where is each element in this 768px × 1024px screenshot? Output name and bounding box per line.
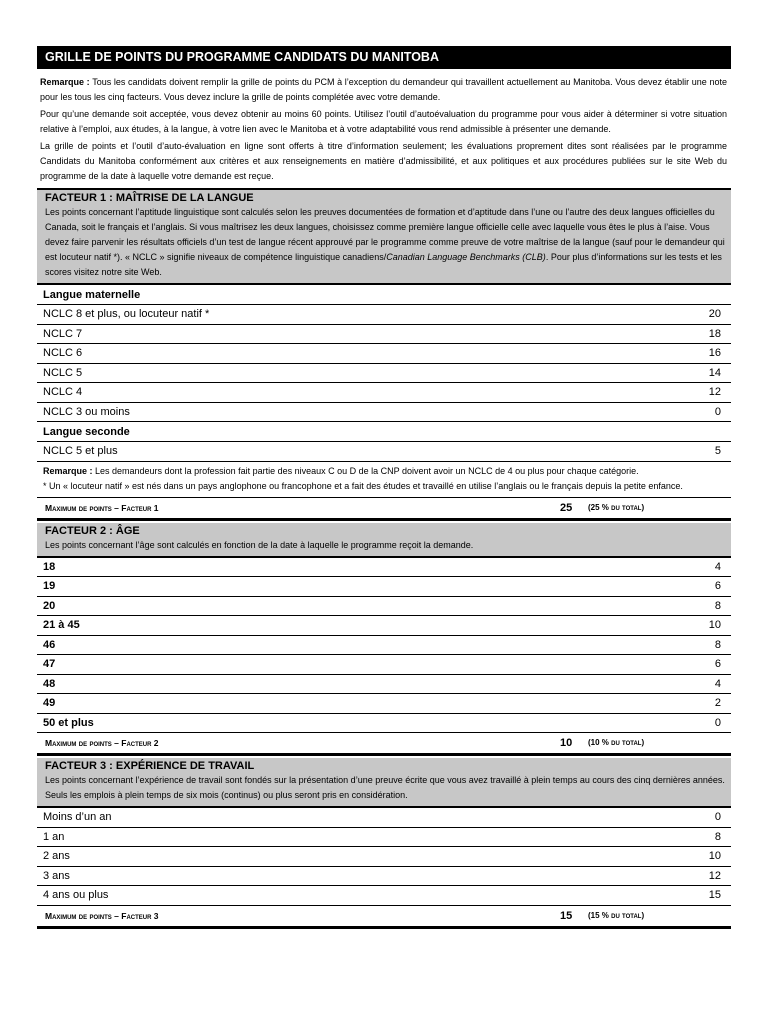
row-label: NCLC 7: [43, 327, 83, 340]
page-title: GRILLE DE POINTS DU PROGRAMME CANDIDATS DU MANITOBA: [37, 46, 731, 69]
points-grid-page: [37, 46, 731, 929]
table-row: [37, 558, 731, 578]
table-row: [37, 714, 731, 734]
table-row: [37, 694, 731, 714]
factor1-title: FACTEUR 1 : MAÎTRISE DE LA LANGUE: [45, 192, 254, 204]
max-value: 10: [560, 737, 573, 749]
table-row: [37, 636, 731, 656]
intro-section: [37, 69, 731, 184]
intro-paragraph-1: [40, 75, 727, 105]
row-points: 12: [708, 386, 721, 399]
row-label: NCLC 5 et plus: [43, 445, 118, 458]
row-points: 0: [714, 405, 721, 418]
factor1-desc-text: Les points concernant l’aptitude linguistique sont calculés selon les preuves documentées de formation et d’aptitude dans l’une ou l’autre des deux langues officielles du Canada, soit le français et l’anglais. Si vous maîtrisez les deux langues, choisissez comme première langue officielle celle avec laquelle vous êtes le plus à l’aise. Vous devez faire parvenir les résultats officiels d’un test de langue récent approuvé par le programme comme preuve de votre maîtrise de la langue (sauf pour le demandeur qui est locuteur natif *). « NCLC » signifie niveaux de compétence linguistique canadiens/: [45, 207, 725, 262]
factor1-desc-italic: Canadian Language Benchmarks (CLB): [386, 252, 546, 262]
factor3-maximum: [37, 906, 731, 929]
row-points: 4: [714, 560, 721, 573]
factor2-maximum: [37, 733, 731, 756]
note-label: Remarque :: [43, 465, 93, 476]
row-points: 20: [708, 308, 721, 321]
factor1-header: [37, 188, 731, 285]
table-row: [37, 403, 731, 423]
row-points: 8: [714, 599, 721, 612]
row-label: 47: [43, 658, 56, 671]
row-label: NCLC 5: [43, 366, 83, 379]
row-label: Moins d’un an: [43, 811, 112, 824]
row-points: 12: [708, 869, 721, 882]
table-row: [37, 325, 731, 345]
row-points: 18: [708, 327, 721, 340]
row-label: 20: [43, 599, 56, 612]
row-points: 6: [714, 580, 721, 593]
second-language-heading: Langue seconde: [37, 422, 731, 442]
factor2-header: [37, 523, 731, 558]
row-points: 2: [714, 697, 721, 710]
table-row: [37, 597, 731, 617]
intro-paragraph-3: La grille de points et l’outil d’auto-évaluation en ligne sont offerts à titre d’information seulement; les évaluations proprement dites sont réalisées par le programme Candidats du Manitoba conformément aux critères et aux renseignements en matière d’admissibilité, et aux politiques et aux procédures publiées sur le site Web du programme de la date à laquelle votre demande est reçue.: [40, 141, 727, 181]
row-label: 49: [43, 697, 56, 710]
intro-text-1: Tous les candidats doivent remplir la grille de points du PCM à l’exception du demandeur qui travaillent actuellement au Manitoba. Vous devez établir une note pour les tous les cinq facteurs. Vous devez inclure la grille de points complétée avec votre demande.: [40, 77, 727, 102]
max-value: 15: [560, 909, 573, 922]
table-row: [37, 364, 731, 384]
table-row: [37, 808, 731, 828]
table-row: [37, 616, 731, 636]
factor2-rows: [37, 558, 731, 734]
table-row: [37, 675, 731, 695]
factor1-desc-end: . Pour plus d’informations sur les tests et les scores visitez notre site Web.: [45, 252, 722, 277]
table-row: [37, 577, 731, 597]
row-label: 3 ans: [43, 869, 70, 882]
row-points: 4: [714, 677, 721, 690]
row-label: NCLC 6: [43, 347, 83, 360]
max-percent: (25 % du total): [588, 502, 645, 512]
row-points: 0: [714, 716, 721, 729]
row-points: 6: [714, 658, 721, 671]
factor3-rows: [37, 808, 731, 906]
row-points: 8: [714, 638, 721, 651]
row-points: 10: [708, 850, 721, 863]
factor1-note: [37, 462, 731, 498]
row-label: 4 ans ou plus: [43, 889, 109, 902]
row-points: 8: [714, 830, 721, 843]
table-row: [37, 828, 731, 848]
max-label: Maximum de points – Facteur 2: [45, 738, 159, 748]
table-row: [37, 847, 731, 867]
row-label: 48: [43, 677, 56, 690]
note-text: Les demandeurs dont la profession fait partie des niveaux C ou D de la CNP doivent avoir un NCLC de 4 ou plus pour chaque catégorie.: [92, 465, 639, 476]
max-percent: (10 % du total): [588, 738, 645, 747]
row-label: 50 et plus: [43, 716, 94, 729]
note-line-2: * Un « locuteur natif » est nés dans un pays anglophone ou francophone et a fait des études et travaillé en utilise l’anglais ou le français depuis la petite enfance.: [43, 480, 683, 491]
max-label: Maximum de points – Facteur 3: [45, 910, 159, 921]
row-label: NCLC 8 et plus, ou locuteur natif *: [43, 308, 210, 321]
first-language-heading: Langue maternelle: [37, 285, 731, 305]
row-label: NCLC 3 ou moins: [43, 405, 130, 418]
row-points: 5: [714, 445, 721, 458]
row-label: 1 an: [43, 830, 65, 843]
max-percent: (15 % du total): [588, 910, 645, 920]
remark-label: Remarque :: [40, 77, 90, 87]
row-points: 16: [708, 347, 721, 360]
factor2-description: Les points concernant l’âge sont calculés en fonction de la date à laquelle le programme reçoit la demande.: [45, 539, 474, 550]
factor3-header: [37, 758, 731, 808]
row-label: 46: [43, 638, 56, 651]
row-label: 18: [43, 560, 56, 573]
table-row: [37, 655, 731, 675]
row-points: 0: [714, 811, 721, 824]
row-points: 15: [708, 889, 721, 902]
table-row: [37, 344, 731, 364]
factor3-description: Les points concernant l’expérience de travail sont fondés sur la présentation d’une preuve écrite que vous avez travaillé à plein temps au cours des cinq dernières années. Seuls les emplois à plein temps de six mois (continus) ou plus seront pris en considération.: [45, 775, 725, 800]
note-line-1: [43, 464, 725, 479]
row-label: 19: [43, 580, 56, 593]
intro-paragraph-2: Pour qu’une demande soit acceptée, vous devez obtenir au moins 60 points. Utilisez l’outil d’autoévaluation du programme pour vous aider à déterminer si votre situation relative à l’emploi, aux études, à la langue, à votre lien avec le Manitoba et à votre adaptabilité vous rend admissible à présenter une demande.: [40, 109, 727, 134]
factor3-title: FACTEUR 3 : EXPÉRIENCE DE TRAVAIL: [45, 760, 255, 772]
table-row: [37, 383, 731, 403]
table-row: [37, 442, 731, 462]
max-value: 25: [560, 501, 573, 514]
row-points: 14: [708, 366, 721, 379]
row-label: 2 ans: [43, 850, 70, 863]
factor1-rows: [37, 305, 731, 422]
row-points: 10: [708, 619, 721, 632]
factor1-maximum: [37, 498, 731, 521]
table-row: [37, 867, 731, 887]
table-row: [37, 886, 731, 906]
factor2-title: FACTEUR 2 : ÂGE: [45, 524, 140, 537]
table-row: [37, 305, 731, 325]
row-label: NCLC 4: [43, 386, 83, 399]
max-label: Maximum de points – Facteur 1: [45, 502, 159, 513]
row-label: 21 à 45: [43, 619, 80, 632]
factor1-description: [45, 205, 727, 280]
